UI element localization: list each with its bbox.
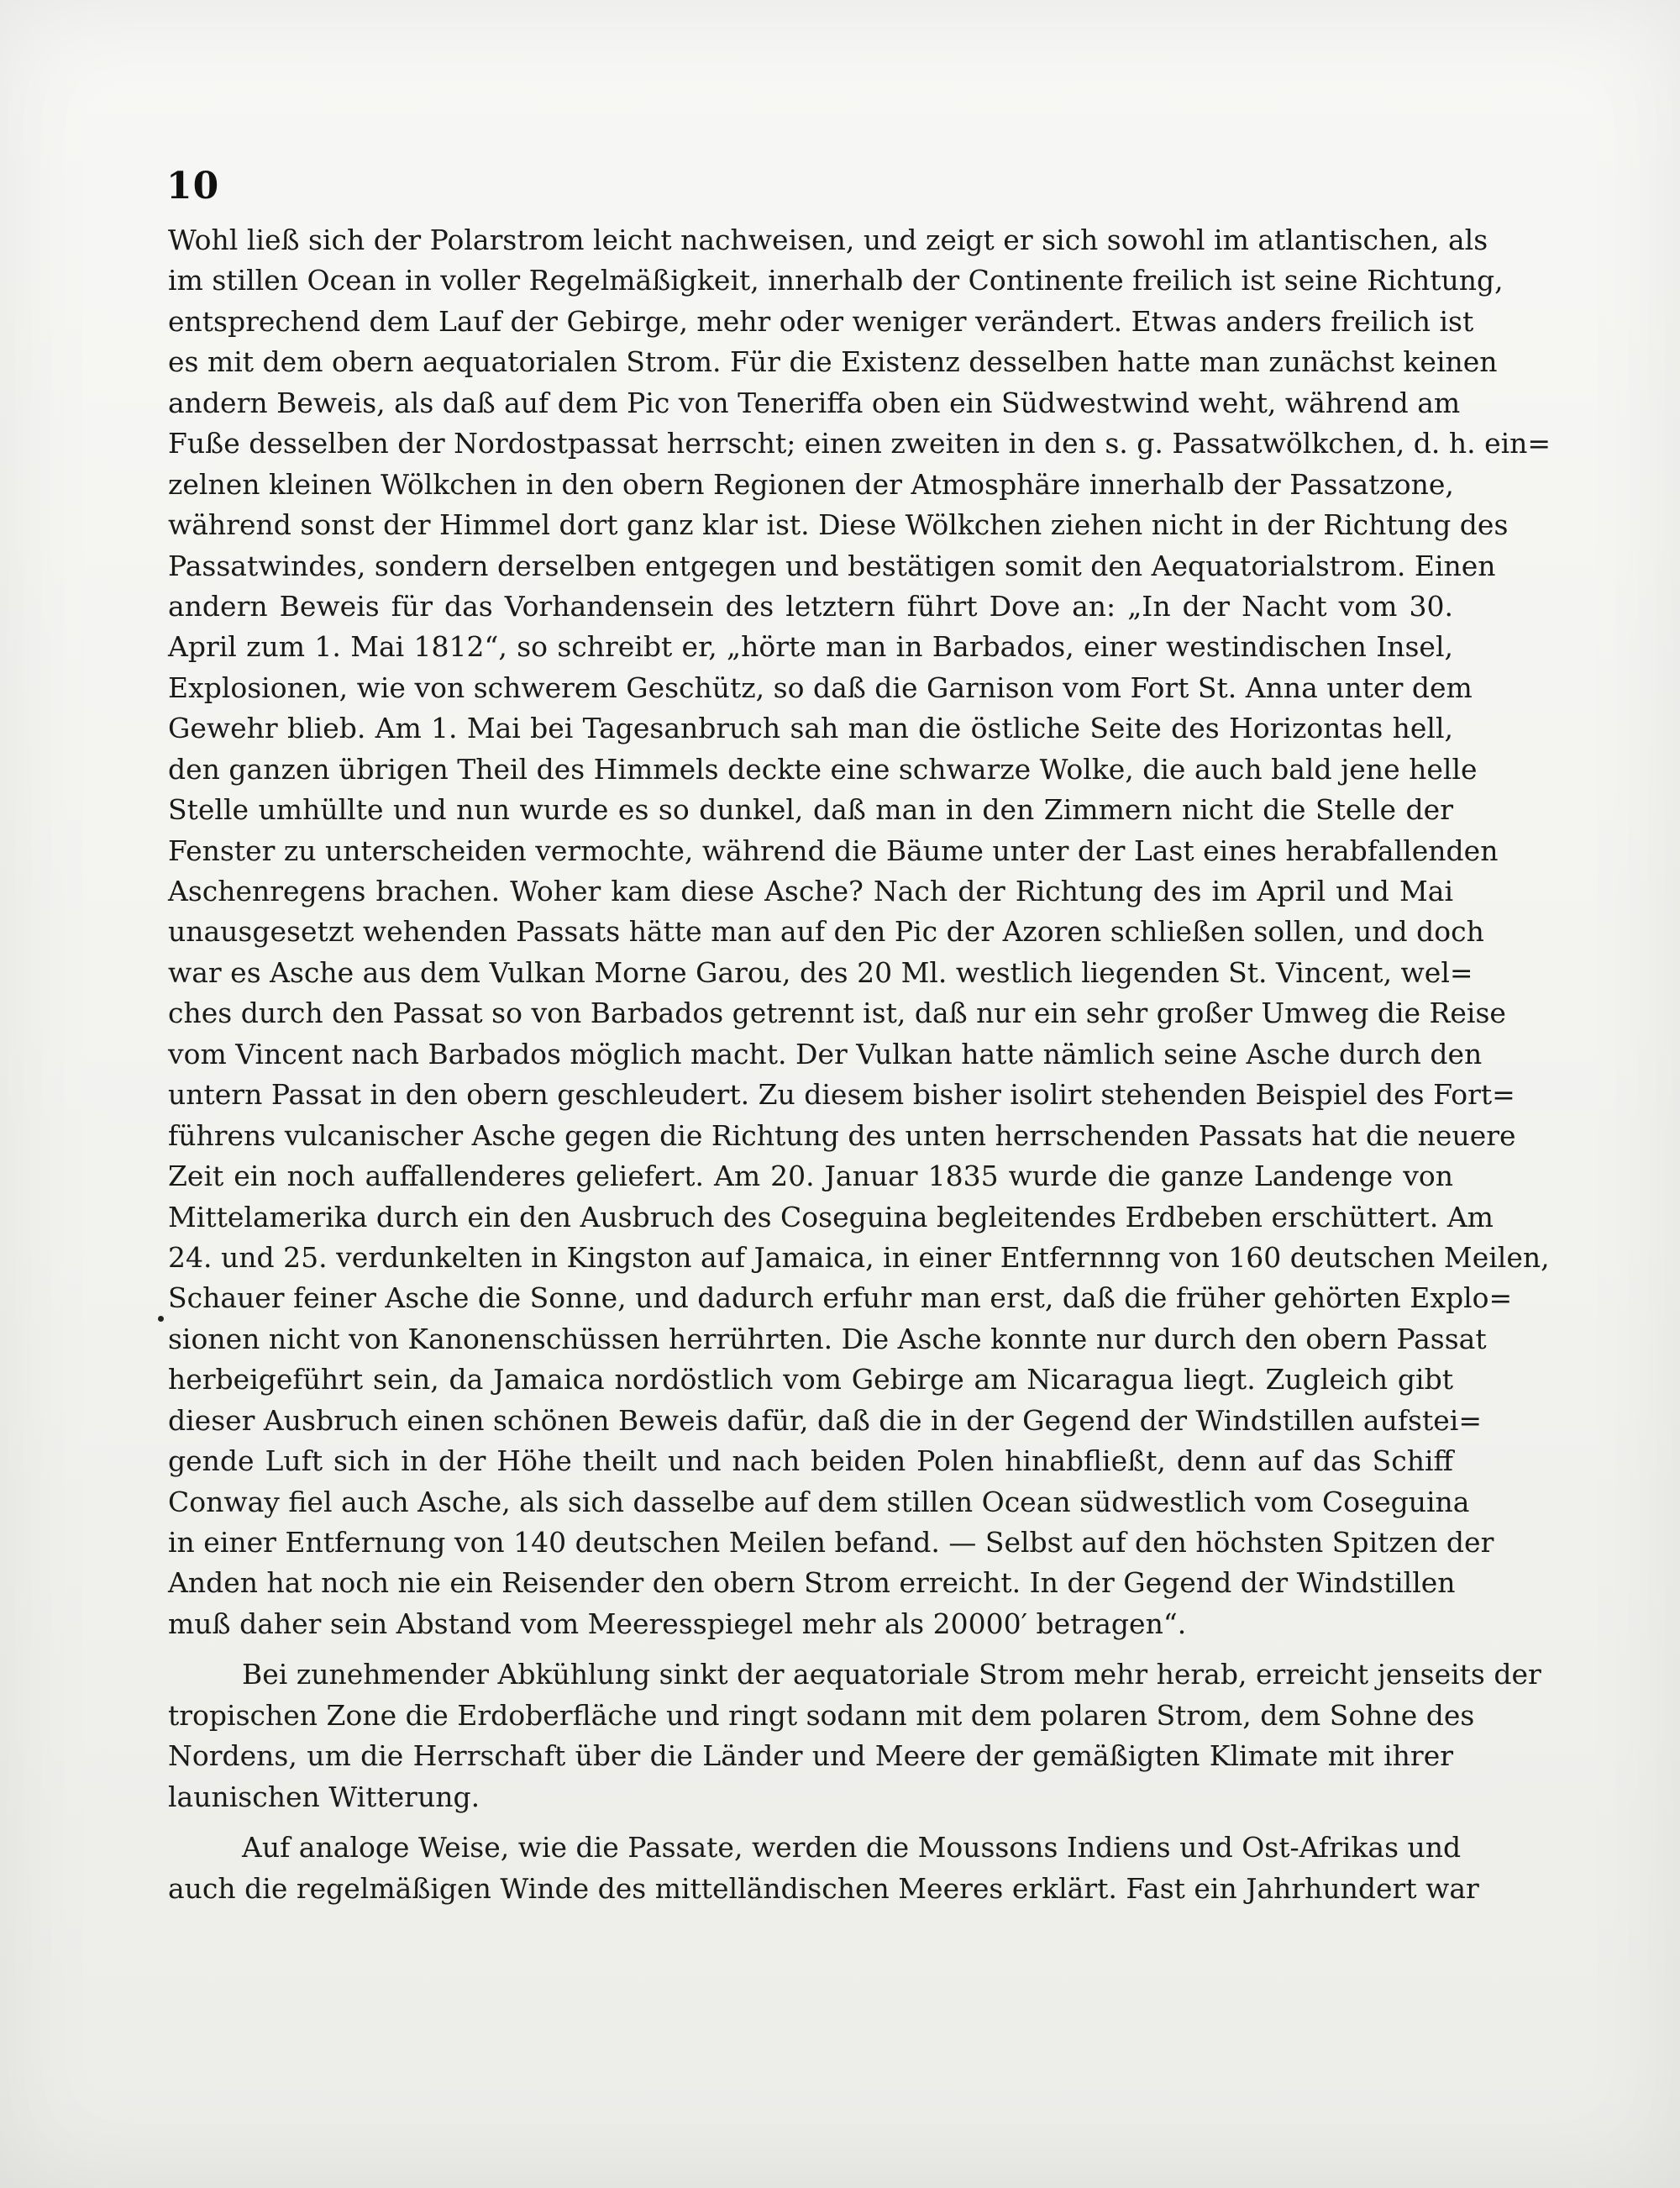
text-line: Gewehr blieb. Am 1. Mai bei Tagesanbruch sah man die östliche Seite des Horizontas hell, (168, 712, 1453, 745)
text-line: Aschenregens brachen. Woher kam diese Asche? Nach der Richtung des im April und Mai (168, 875, 1453, 907)
text-line: Wohl ließ sich der Polarstrom leicht nachweisen, und zeigt er sich sowohl im atlantischen, als (168, 224, 1488, 256)
text-line: Zeit ein noch auffallenderes geliefert. Am 20. Januar 1835 wurde die ganze Landenge von (168, 1160, 1453, 1193)
text-line: untern Passat in den obern geschleudert. Zu diesem bisher isolirt stehenden Beispiel des Fort= (168, 1078, 1515, 1112)
text-line: während sonst der Himmel dort ganz klar ist. Diese Wölkchen ziehen nicht in der Richtung des (168, 508, 1509, 542)
text-line: vom Vincent nach Barbados möglich macht. Der Vulkan hatte nämlich seine Asche durch den (168, 1037, 1483, 1070)
text-line: Schauer feiner Asche die Sonne, und dadurch erfuhr man erst, daß die früher gehörten Explo= (168, 1281, 1513, 1315)
page-number: 10 (166, 165, 220, 208)
paragraph (168, 1828, 1479, 1909)
text-line: es mit dem obern aequatorialen Strom. Für die Existenz desselben hatte man zunächst keinen (168, 345, 1498, 379)
text-line: andern Beweis, als daß auf dem Pic von Teneriffa oben ein Südwestwind weht, während am (168, 386, 1461, 419)
text-line: entsprechend dem Lauf der Gebirge, mehr oder weniger verändert. Etwas anders freilich ist (168, 304, 1474, 338)
text-line: launischen Witterung. (168, 1780, 480, 1813)
text-line: Bei zunehmender Abkühlung sinkt der aequatoriale Strom mehr herab, erreicht jenseits der (242, 1658, 1541, 1691)
body-text (168, 220, 1551, 1909)
text-line: Explosionen, wie von schwerem Geschütz, so daß die Garnison vom Fort St. Anna unter dem (168, 671, 1473, 704)
text-line: Stelle umhüllte und nun wurde es so dunkel, daß man in den Zimmern nicht die Stelle der (168, 793, 1453, 827)
text-line: Passatwindes, sondern derselben entgegen und bestätigen somit den Aequatorialstrom. Einen (168, 549, 1496, 582)
margin-mark (158, 1316, 164, 1322)
text-line: muß daher sein Abstand vom Meeresspiegel mehr als 20000′ betragen“. (168, 1607, 1187, 1640)
text-line: sionen nicht von Kanonenschüssen herrührten. Die Asche konnte nur durch den obern Passat (168, 1322, 1487, 1355)
text-line: herbeigeführt sein, da Jamaica nordöstlich vom Gebirge am Nicaragua liegt. Zugleich gibt (168, 1363, 1453, 1396)
text-line: in einer Entfernung von 140 deutschen Meilen befand. — Selbst auf den höchsten Spitzen der (168, 1526, 1494, 1559)
text-line: andern Beweis für das Vorhandensein des letztern führt Dove an: „In der Nacht vom 30. (168, 589, 1453, 623)
text-line: im stillen Ocean in voller Regelmäßigkeit, innerhalb der Continente freilich ist seine Richtung, (168, 264, 1504, 297)
text-line: gende Luft sich in der Höhe theilt und nach beiden Polen hinabfließt, denn auf das Schiff (168, 1444, 1453, 1478)
text-line: April zum 1. Mai 1812“, so schreibt er, „hörte man in Barbados, einer westindischen Insel, (168, 630, 1453, 664)
text-line: tropischen Zone die Erdoberfläche und ringt sodann mit dem polaren Strom, dem Sohne des (168, 1698, 1475, 1732)
paragraph (168, 220, 1551, 1644)
text-line: den ganzen übrigen Theil des Himmels deckte eine schwarze Wolke, die auch bald jene helle (168, 752, 1478, 786)
text-line: Fenster zu unterscheiden vermochte, während die Bäume unter der Last eines herabfallenden (168, 834, 1499, 867)
text-line: führens vulcanischer Asche gegen die Richtung des unten herrschenden Passats hat die neuere (168, 1118, 1516, 1152)
text-line: Nordens, um die Herrschaft über die Länder und Meere der gemäßigten Klimate mit ihrer (168, 1739, 1453, 1773)
text-line: Auf analoge Weise, wie die Passate, werden die Moussons Indiens und Ost-Afrikas und (242, 1831, 1462, 1865)
text-line: zelnen kleinen Wölkchen in den obern Regionen der Atmosphäre innerhalb der Passatzone, (168, 467, 1454, 501)
text-line: Anden hat noch nie ein Reisender den obern Strom erreicht. In der Gegend der Windstillen (168, 1566, 1456, 1600)
text-line: ches durch den Passat so von Barbados getrennt ist, daß nur ein sehr großer Umweg die Reise (168, 997, 1506, 1030)
text-line: 24. und 25. verdunkelten in Kingston auf Jamaica, in einer Entfernnng von 160 deutschen Meilen, (168, 1240, 1550, 1274)
paragraph (168, 1654, 1541, 1817)
text-line: unausgesetzt wehenden Passats hätte man auf den Pic der Azoren schließen sollen, und doch (168, 915, 1484, 949)
text-line: dieser Ausbruch einen schönen Beweis dafür, daß die in der Gegend der Windstillen aufstei= (168, 1403, 1482, 1437)
text-line: war es Asche aus dem Vulkan Morne Garou, des 20 Ml. westlich liegenden St. Vincent, wel= (168, 955, 1473, 989)
text-line: Mittelamerika durch ein den Ausbruch des Coseguina begleitendes Erdbeben erschüttert. Am (168, 1200, 1494, 1233)
text-line: auch die regelmäßigen Winde des mittelländischen Meeres erklärt. Fast ein Jahrhundert war (168, 1871, 1479, 1905)
text-line: Conway fiel auch Asche, als sich dasselbe auf dem stillen Ocean südwestlich vom Coseguina (168, 1485, 1470, 1518)
text-line: Fuße desselben der Nordostpassat herrscht; einen zweiten in den s. g. Passatwölkchen, d. h. ein= (168, 427, 1551, 460)
